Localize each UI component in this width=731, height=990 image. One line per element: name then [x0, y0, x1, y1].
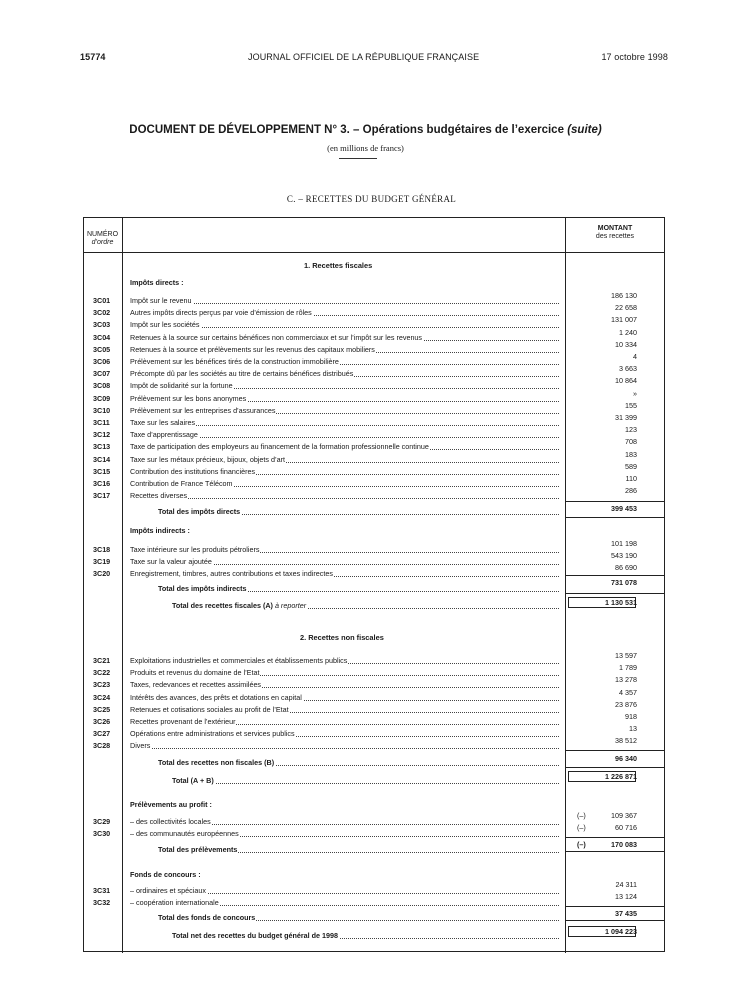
row-label: – des collectivités locales	[130, 817, 211, 826]
row-value: 1 789	[619, 663, 637, 673]
row-label: Intérêts des avances, des prêts et dotations en capital	[130, 692, 302, 702]
row-leader	[130, 498, 559, 499]
row-label: Prélèvement sur les bons anonymes	[130, 393, 247, 403]
row-value: 286	[625, 486, 637, 496]
column-divider-right	[565, 217, 566, 953]
row-code: 3C29	[93, 817, 111, 826]
prelevements-total-value	[577, 840, 637, 849]
journal-title: JOURNAL OFFICIEL DE LA RÉPUBLIQUE FRANÇAISE	[248, 52, 480, 62]
row-code: 3C26	[93, 717, 111, 726]
nonfiscal-total-rule-bottom	[566, 767, 665, 768]
row-label: Autres impôts directs perçus par voie d’émission de rôles	[130, 308, 312, 318]
row-value: 24 311	[615, 880, 637, 889]
row-code: 3C10	[93, 405, 111, 415]
document-subtitle: (en millions de francs)	[327, 143, 404, 153]
column-header-montant-line2: des recettes	[595, 233, 635, 240]
section-title: C. – RECETTES DU BUDGET GÉNÉRAL	[286, 194, 457, 204]
prelevements-total-amount: 170 083	[611, 840, 637, 849]
row-label: Taxes, redevances et recettes assimilées	[130, 680, 262, 690]
row-value: 13 597	[615, 651, 637, 660]
row-value: »	[633, 388, 637, 398]
row-value: 183	[625, 449, 637, 459]
row-label: Impôt de solidarité sur la fortune	[130, 381, 233, 391]
fonds-total-rule	[566, 906, 665, 907]
row-value: 589	[625, 461, 637, 471]
row-label: Taxe d’apprentissage	[130, 430, 198, 440]
row-value: 155	[625, 400, 637, 410]
column-header-montant	[566, 225, 664, 241]
row-code: 3C27	[93, 729, 111, 739]
fiscal-total-label-text: Total des recettes fiscales (A)	[172, 601, 273, 610]
row-code: 3C06	[93, 357, 111, 366]
row-label: Prélèvement sur les entreprises d’assurances	[130, 405, 276, 415]
row-label: Recettes provenant de l’extérieur	[130, 717, 236, 726]
nonfiscal-total-rule	[566, 750, 665, 751]
row-value: 13 124	[615, 892, 637, 902]
row-value: 101 198	[611, 539, 637, 548]
row-value: 543 190	[611, 551, 637, 561]
row-code: 3C01	[93, 296, 111, 305]
row-value: 708	[625, 437, 637, 447]
column-header-montant-line1: MONTANT	[597, 225, 633, 232]
row-label: Taxe intérieure sur les produits pétroliers	[130, 545, 260, 554]
row-label: Divers	[130, 741, 151, 751]
column-header-numero	[83, 231, 122, 247]
row-value: 38 512	[615, 736, 637, 746]
row-value-prefix: (–)	[577, 823, 586, 833]
row-value: 10 864	[615, 376, 637, 386]
nonfiscal-total-label: Total des recettes non fiscales (B)	[158, 758, 275, 767]
row-label: Retenues à la source et prélèvements sur les revenus des capitaux mobiliers	[130, 344, 375, 354]
net-total-label: Total net des recettes du budget général de 1998	[172, 931, 339, 940]
direct-total-label: Total des impôts directs	[158, 507, 241, 516]
publication-date: 17 octobre 1998	[601, 52, 668, 62]
row-label: Taxe sur les salaires	[130, 418, 196, 427]
row-code: 3C15	[93, 466, 111, 476]
direct-total-rule	[566, 501, 665, 502]
title-rule	[339, 158, 377, 159]
row-label: Taxe de participation des employeurs au financement de la formation professionnelle continue	[130, 442, 429, 452]
row-value: 1 240	[619, 327, 637, 337]
indirect-total-rule	[566, 575, 665, 576]
row-code: 3C22	[93, 668, 111, 678]
row-code: 3C32	[93, 898, 111, 908]
row-code: 3C08	[93, 381, 111, 391]
row-code: 3C07	[93, 369, 111, 379]
row-code: 3C20	[93, 569, 111, 579]
direct-heading: Impôts directs :	[130, 278, 184, 287]
fonds-total-value: 37 435	[615, 909, 637, 918]
column-header-numero-line2: d’ordre	[91, 239, 114, 246]
row-value: 110	[625, 474, 637, 483]
row-value-amount: 109 367	[611, 811, 637, 820]
row-code: 3C02	[93, 308, 111, 318]
indirect-total-label: Total des impôts indirects	[158, 584, 247, 593]
row-value	[577, 811, 637, 820]
row-value-amount: 60 716	[615, 823, 637, 833]
ab-total-leader	[172, 783, 559, 784]
row-code: 3C25	[93, 704, 111, 714]
row-value: 4	[633, 352, 637, 361]
page-number: 15774	[80, 52, 106, 62]
row-code: 3C24	[93, 692, 111, 702]
row-label: Contribution de France Télécom	[130, 479, 233, 488]
row-code: 3C12	[93, 430, 111, 440]
row-code: 3C19	[93, 557, 111, 567]
net-total-value: 1 094 223	[605, 927, 637, 936]
nonfiscal-total-value: 96 340	[615, 754, 637, 763]
row-code: 3C17	[93, 491, 111, 501]
header-divider	[83, 252, 665, 253]
row-code: 3C14	[93, 454, 111, 464]
row-label: Taxe sur les métaux précieux, bijoux, objets d’art	[130, 454, 286, 464]
fiscal-total-suffix: à reporter	[274, 601, 307, 610]
row-value: 123	[625, 425, 637, 435]
row-label: Recettes diverses	[130, 491, 188, 501]
prelevements-total-rule	[566, 837, 665, 838]
ab-total-value: 1 226 871	[605, 772, 637, 781]
direct-total-rule-bottom	[566, 517, 665, 518]
row-value: 918	[625, 712, 637, 721]
row-value: 31 399	[615, 413, 637, 422]
row-code: 3C11	[93, 418, 110, 427]
row-leader	[130, 303, 559, 304]
row-value: 23 876	[615, 699, 637, 709]
row-label: Contribution des institutions financières	[130, 466, 256, 476]
row-code: 3C28	[93, 741, 111, 751]
document-title-main: DOCUMENT DE DÉVELOPPEMENT N° 3. – Opérations budgétaires de l’exercice	[129, 124, 564, 136]
fonds-total-label: Total des fonds de concours	[158, 913, 256, 922]
prelevements-total-rule-bottom	[566, 851, 665, 852]
document-title	[0, 124, 731, 136]
row-value: 3 663	[619, 364, 637, 374]
row-code: 3C18	[93, 545, 111, 554]
prelevements-total-prefix: (–)	[577, 840, 586, 849]
prelevements-total-label: Total des prélèvements	[158, 845, 238, 854]
row-code: 3C05	[93, 344, 111, 354]
fonds-total-rule-bottom	[566, 920, 665, 921]
row-value: 4 357	[619, 687, 637, 697]
row-code: 3C16	[93, 479, 111, 488]
row-label: Précompte dû par les sociétés au titre de certains bénéfices distribués	[130, 369, 354, 379]
part1-title: 1. Recettes fiscales	[304, 261, 373, 270]
row-label: – des communautés européennes	[130, 829, 239, 839]
column-header-numero-line1: NUMÉRO	[86, 231, 119, 238]
row-value: 131 007	[611, 315, 637, 325]
row-label: Impôt sur le revenu	[130, 296, 192, 305]
row-label: Taxe sur la valeur ajoutée	[130, 557, 212, 567]
row-value	[577, 823, 637, 832]
row-code: 3C21	[93, 656, 111, 665]
row-code: 3C03	[93, 320, 111, 330]
row-leader	[130, 748, 559, 749]
indirect-total-rule-bottom	[566, 593, 665, 594]
row-label: – ordinaires et spéciaux	[130, 886, 206, 895]
row-value: 13	[629, 724, 637, 734]
fiscal-total-value: 1 130 531	[605, 598, 637, 607]
row-code: 3C23	[93, 680, 111, 690]
indirect-heading: Impôts indirects :	[130, 526, 190, 535]
fiscal-total-label	[172, 601, 307, 610]
row-label: Retenues et cotisations sociales au profit de l’Etat	[130, 704, 289, 714]
fonds-heading: Fonds de concours :	[130, 870, 201, 879]
row-value: 22 658	[615, 303, 637, 313]
row-label: Opérations entre administrations et services publics	[130, 729, 295, 739]
ab-total-label: Total (A + B)	[172, 776, 214, 785]
document-title-suite: (suite)	[567, 124, 602, 136]
direct-total-value: 399 453	[611, 504, 637, 513]
row-code: 3C31	[93, 886, 111, 895]
row-label: Enregistrement, timbres, autres contributions et taxes indirectes	[130, 569, 333, 579]
part2-title: 2. Recettes non fiscales	[300, 633, 384, 642]
row-code: 3C13	[93, 442, 111, 452]
prelevements-heading: Prélèvements au profit :	[130, 800, 212, 809]
row-value: 186 130	[611, 291, 637, 300]
row-value: 10 334	[615, 339, 637, 349]
row-label: Produits et revenus du domaine de l’Etat	[130, 668, 260, 678]
column-divider-left	[122, 217, 123, 953]
row-code: 3C09	[93, 393, 111, 403]
row-label: Impôt sur les sociétés	[130, 320, 200, 330]
row-value-prefix: (–)	[577, 811, 586, 820]
row-code: 3C30	[93, 829, 111, 839]
indirect-total-value: 731 078	[611, 578, 637, 587]
row-value: 13 278	[615, 675, 637, 685]
row-label: Prélèvement sur les bénéfices tirés de la construction immobilière	[130, 357, 339, 366]
row-code: 3C04	[93, 332, 111, 342]
row-value: 86 690	[615, 563, 637, 573]
row-label: – coopération internationale	[130, 898, 219, 908]
row-label: Exploitations industrielles et commerciales et établissements publics	[130, 656, 348, 665]
row-label: Retenues à la source sur certains bénéfices non commerciaux et sur l’impôt sur les revenus	[130, 332, 423, 342]
